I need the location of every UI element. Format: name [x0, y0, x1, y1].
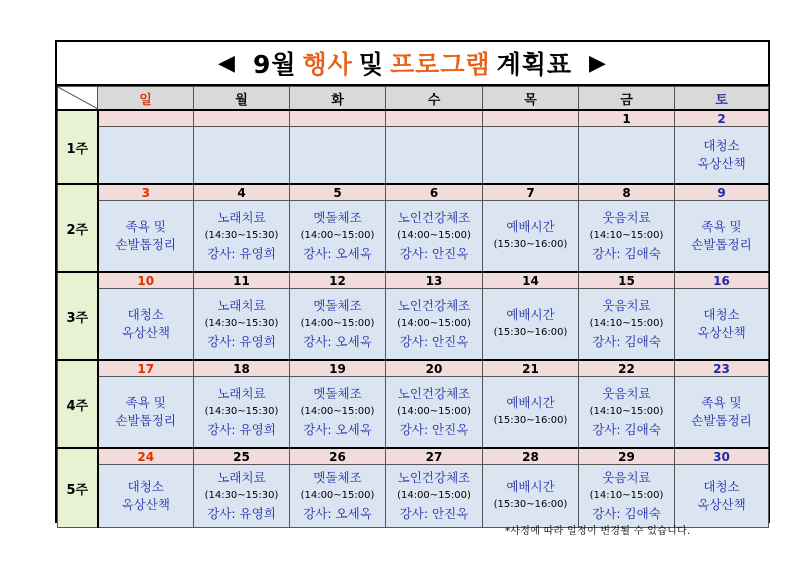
- program-title: 예배시간: [506, 219, 555, 234]
- program-time: (14:00~15:00): [397, 318, 471, 329]
- program-cell: [386, 465, 483, 528]
- program-title: 노래치료: [217, 470, 266, 485]
- program-time: (15:30~16:00): [493, 327, 568, 338]
- program-title: 족욕 및: [125, 219, 166, 234]
- program-time: (14:00~15:00): [300, 230, 375, 241]
- program-cell: [194, 201, 290, 273]
- day-header-sat: 토: [675, 87, 769, 111]
- program-line: 강사: 유영희: [207, 246, 276, 261]
- program-title: 노래치료: [217, 386, 266, 401]
- date-cell: 13: [386, 272, 483, 289]
- program-title: 대청소: [703, 479, 740, 494]
- corner-cell: [58, 87, 98, 111]
- program-time: (14:00~15:00): [397, 406, 471, 417]
- program-cell: [386, 289, 483, 361]
- date-cell: 24: [98, 448, 194, 465]
- date-cell: 7: [483, 184, 579, 201]
- program-cell: [194, 289, 290, 361]
- date-cell: 9: [675, 184, 769, 201]
- date-cell: 19: [290, 360, 386, 377]
- date-row: [58, 448, 769, 465]
- program-cell: [675, 289, 769, 361]
- program-line: 손발톱정리: [691, 413, 752, 428]
- date-cell: 18: [194, 360, 290, 377]
- program-time: (14:30~15:30): [204, 406, 279, 417]
- program-cell: [98, 127, 194, 185]
- program-line: 옥상산책: [697, 156, 746, 171]
- program-time: (14:00~15:00): [397, 230, 471, 241]
- date-cell: [290, 110, 386, 127]
- program-line: 강사: 유영희: [207, 334, 276, 349]
- day-header-wed: 수: [386, 87, 483, 111]
- program-line: 강사: 김애숙: [592, 422, 661, 437]
- left-arrow-icon: ◀: [218, 50, 236, 76]
- schedule-sheet: [55, 40, 770, 523]
- program-title: 족욕 및: [701, 219, 742, 234]
- program-line: 옥상산책: [121, 497, 170, 512]
- date-cell: 1: [579, 110, 675, 127]
- program-title: 족욕 및: [701, 395, 742, 410]
- program-line: 옥상산책: [121, 325, 170, 340]
- program-cell: [290, 289, 386, 361]
- date-cell: 2: [675, 110, 769, 127]
- program-time: (14:00~15:00): [300, 318, 375, 329]
- date-cell: 28: [483, 448, 579, 465]
- program-cell: [386, 377, 483, 449]
- program-title: 노래치료: [217, 298, 266, 313]
- program-title: 대청소: [127, 479, 164, 494]
- title-month: 9월: [252, 50, 297, 79]
- day-header-thu: 목: [483, 87, 579, 111]
- program-title: 멧돌체조: [313, 298, 362, 313]
- title-plan: 계획표: [496, 50, 573, 79]
- program-cell: [675, 465, 769, 528]
- program-row: [58, 377, 769, 449]
- program-time: (14:10~15:00): [589, 230, 664, 241]
- program-cell: [98, 465, 194, 528]
- day-header-tue: 화: [290, 87, 386, 111]
- program-cell: [483, 465, 579, 528]
- program-line: 강사: 안진옥: [399, 334, 469, 349]
- day-header-mon: 월: [194, 87, 290, 111]
- program-cell: [194, 465, 290, 528]
- date-cell: 16: [675, 272, 769, 289]
- program-time: (14:30~15:30): [204, 490, 279, 501]
- program-cell: [98, 289, 194, 361]
- program-line: 손발톱정리: [115, 413, 176, 428]
- program-title: 멧돌체조: [313, 210, 362, 225]
- program-line: 손발톱정리: [691, 237, 752, 252]
- program-time: (14:30~15:30): [204, 230, 279, 241]
- date-cell: 26: [290, 448, 386, 465]
- date-cell: 29: [579, 448, 675, 465]
- date-cell: [483, 110, 579, 127]
- day-header-row: [58, 87, 769, 111]
- title-event: 행사: [302, 50, 353, 79]
- week-label: 1주: [58, 110, 98, 184]
- program-line: 옥상산책: [697, 325, 746, 340]
- date-row: [58, 360, 769, 377]
- date-cell: [386, 110, 483, 127]
- program-time: (14:10~15:00): [589, 318, 664, 329]
- program-cell: [290, 465, 386, 528]
- program-cell: [290, 201, 386, 273]
- program-title: 대청소: [703, 138, 740, 153]
- program-row: [58, 127, 769, 185]
- title-and: 및: [358, 50, 384, 79]
- program-time: (14:30~15:30): [204, 318, 279, 329]
- program-line: 강사: 김애숙: [592, 334, 661, 349]
- date-cell: 14: [483, 272, 579, 289]
- week-label: 4주: [58, 360, 98, 448]
- program-title: 노래치료: [217, 210, 266, 225]
- program-cell: [98, 201, 194, 273]
- program-row: [58, 465, 769, 528]
- program-line: 손발톱정리: [115, 237, 176, 252]
- program-time: (15:30~16:00): [493, 239, 568, 250]
- program-line: 강사: 오세옥: [303, 246, 372, 261]
- program-title: 대청소: [703, 307, 740, 322]
- program-cell: [579, 377, 675, 449]
- program-line: 강사: 유영희: [207, 506, 276, 521]
- date-cell: 11: [194, 272, 290, 289]
- program-line: 강사: 오세옥: [303, 334, 372, 349]
- program-title: 멧돌체조: [313, 470, 362, 485]
- program-title: 대청소: [127, 307, 164, 322]
- program-line: 강사: 김애숙: [592, 506, 661, 521]
- program-cell: [579, 465, 675, 528]
- program-cell: [483, 127, 579, 185]
- calendar-table: [57, 86, 769, 528]
- program-line: 강사: 오세옥: [303, 506, 372, 521]
- date-cell: 3: [98, 184, 194, 201]
- week-label: 2주: [58, 184, 98, 272]
- date-cell: 20: [386, 360, 483, 377]
- date-row: [58, 184, 769, 201]
- program-time: (15:30~16:00): [493, 499, 568, 510]
- date-cell: 5: [290, 184, 386, 201]
- program-cell: [290, 377, 386, 449]
- program-row: [58, 201, 769, 273]
- date-cell: 21: [483, 360, 579, 377]
- program-title: 예배시간: [506, 307, 555, 322]
- title-program: 프로그램: [389, 50, 491, 79]
- program-time: (14:10~15:00): [589, 490, 664, 501]
- date-cell: [98, 110, 194, 127]
- date-cell: [194, 110, 290, 127]
- program-cell: [675, 127, 769, 185]
- program-cell: [483, 377, 579, 449]
- date-cell: 25: [194, 448, 290, 465]
- date-cell: 4: [194, 184, 290, 201]
- program-time: (14:10~15:00): [589, 406, 664, 417]
- date-cell: 15: [579, 272, 675, 289]
- program-line: 강사: 안진옥: [399, 506, 469, 521]
- program-row: [58, 289, 769, 361]
- date-cell: 6: [386, 184, 483, 201]
- date-cell: 17: [98, 360, 194, 377]
- day-header-sun: 일: [98, 87, 194, 111]
- date-cell: 10: [98, 272, 194, 289]
- footnote: *사정에 따라 일정이 변경될 수 있습니다.: [505, 526, 691, 537]
- program-title: 웃음치료: [602, 386, 651, 401]
- date-cell: 27: [386, 448, 483, 465]
- program-line: 강사: 안진옥: [399, 422, 469, 437]
- date-cell: 22: [579, 360, 675, 377]
- program-line: 강사: 오세옥: [303, 422, 372, 437]
- program-cell: [579, 201, 675, 273]
- program-line: 옥상산책: [697, 497, 746, 512]
- program-cell: [98, 377, 194, 449]
- program-title: 족욕 및: [125, 395, 166, 410]
- program-title: 웃음치료: [602, 298, 651, 313]
- right-arrow-icon: ▶: [589, 50, 607, 76]
- program-line: 강사: 김애숙: [592, 246, 661, 261]
- program-title: 노인건강체조: [397, 210, 471, 225]
- program-time: (14:00~15:00): [397, 490, 471, 501]
- program-cell: [290, 127, 386, 185]
- program-cell: [386, 201, 483, 273]
- date-cell: 12: [290, 272, 386, 289]
- program-cell: [675, 201, 769, 273]
- program-cell: [675, 377, 769, 449]
- program-cell: [194, 377, 290, 449]
- program-line: 강사: 유영희: [207, 422, 276, 437]
- date-row: [58, 110, 769, 127]
- date-cell: 30: [675, 448, 769, 465]
- program-title: 노인건강체조: [397, 470, 471, 485]
- date-cell: 8: [579, 184, 675, 201]
- corner-diagonal: [58, 87, 98, 109]
- program-line: 강사: 안진옥: [399, 246, 469, 261]
- week-label: 5주: [58, 448, 98, 528]
- program-cell: [483, 201, 579, 273]
- program-title: 웃음치료: [602, 210, 651, 225]
- program-title: 웃음치료: [602, 470, 651, 485]
- week-label: 3주: [58, 272, 98, 360]
- program-title: 예배시간: [506, 395, 555, 410]
- program-cell: [579, 289, 675, 361]
- program-time: (15:30~16:00): [493, 415, 568, 426]
- program-cell: [194, 127, 290, 185]
- program-title: 노인건강체조: [397, 298, 471, 313]
- program-cell: [579, 127, 675, 185]
- program-cell: [386, 127, 483, 185]
- program-time: (14:00~15:00): [300, 406, 375, 417]
- date-cell: 23: [675, 360, 769, 377]
- day-header-fri: 금: [579, 87, 675, 111]
- date-row: [58, 272, 769, 289]
- program-title: 노인건강체조: [397, 386, 471, 401]
- program-title: 예배시간: [506, 479, 555, 494]
- program-title: 멧돌체조: [313, 386, 362, 401]
- title-bar: [57, 42, 768, 86]
- program-cell: [483, 289, 579, 361]
- program-time: (14:00~15:00): [300, 490, 375, 501]
